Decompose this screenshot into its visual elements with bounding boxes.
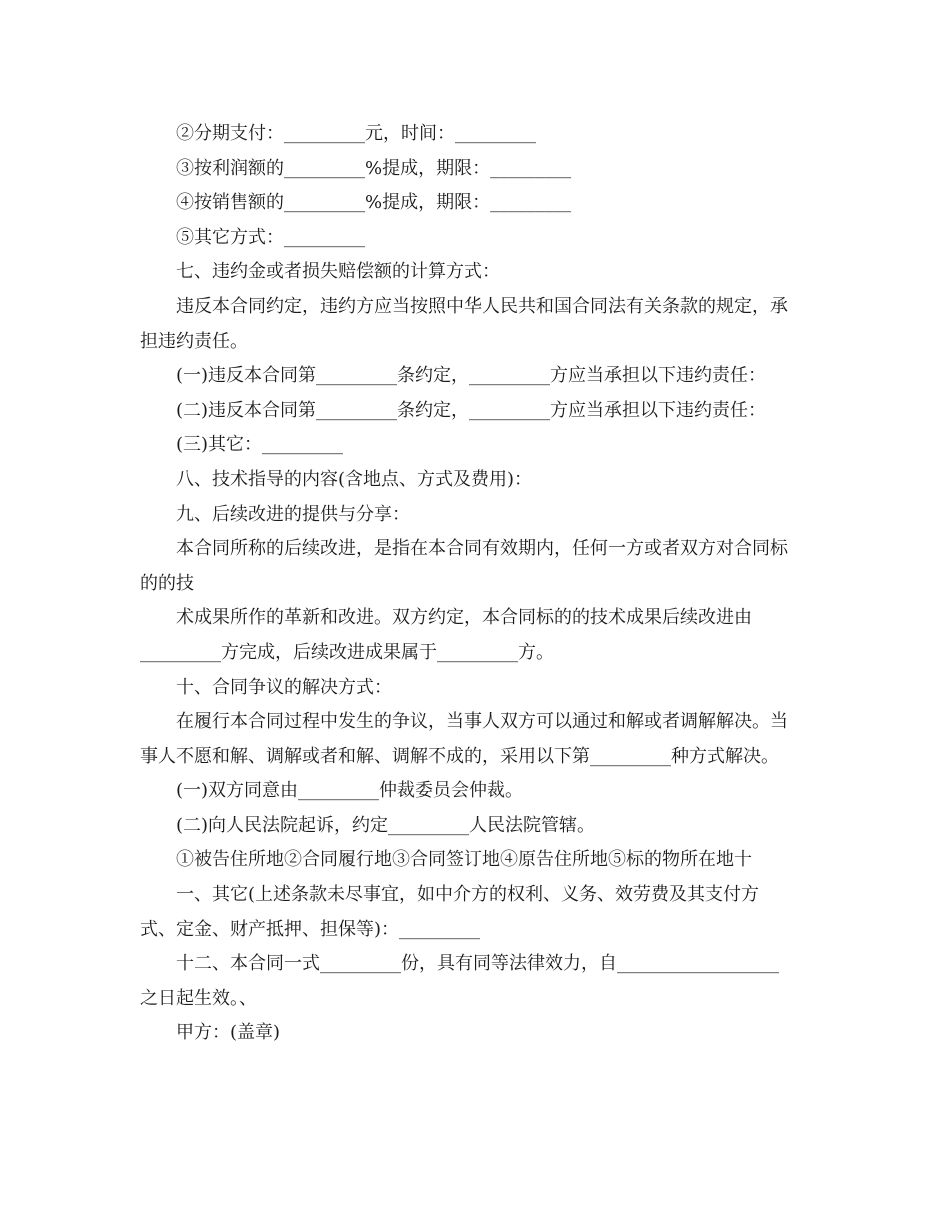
paragraph-line: 的的技 [140,572,194,594]
signature-line: 甲方：(盖章) [176,1022,281,1044]
paragraph-line: ②分期支付：_________元，时间：_________ [176,123,536,144]
paragraph-line: 在履行本合同过程中发生的争议，当事人双方可以通过和解或者调解解决。当 [176,711,788,733]
section-heading: 九、后续改进的提供与分享： [176,503,410,525]
paragraph-line: ⑤其它方式：_________ [176,226,365,248]
paragraph-line: 一、其它(上述条款未尽事宜，如中介方的权利、义务、效劳费及其支付方 [176,884,760,906]
section-heading: 十、合同争议的解决方式： [176,676,392,698]
paragraph-line: ③按利润额的_________%提成，期限：_________ [176,157,572,179]
paragraph-line: 担违约责任。 [140,330,248,352]
section-heading: 七、违约金或者损失赔偿额的计算方式： [176,261,500,283]
paragraph-line: ④按销售额的_________%提成，期限：_________ [176,192,572,214]
section-heading: 十二、本合同一式_________份，具有同等法律效力，自__________________ [176,953,779,975]
paragraph-line: (二)违反本合同第_________条约定，_________方应当承担以下违约责任： [176,399,767,421]
paragraph-line: 术成果所作的革新和改进。双方约定，本合同标的的技术成果后续改进由 [176,607,752,629]
paragraph-line: 本合同所称的后续改进，是指在本合同有效期内，任何一方或者双方对合同标 [176,538,788,560]
paragraph-line: (三)其它：_________ [176,434,344,456]
paragraph-line: _________方完成，后续改进成果属于_________方。 [140,641,554,663]
paragraph-line: (一)违反本合同第_________条约定，_________方应当承担以下违约责任： [176,365,767,387]
document-body [140,117,820,1051]
paragraph-line: (一)双方同意由_________仲裁委员会仲裁。 [176,780,524,802]
paragraph-line: 式、定金、财产抵押、担保等)：_________ [140,918,481,940]
paragraph-line: 违反本合同约定，违约方应当按照中华人民共和国合同法有关条款的规定，承 [176,295,788,317]
paragraph-line: 之日起生效。、 [140,987,257,1009]
paragraph-line: ①被告住所地②合同履行地③合同签订地④原告住所地⑤标的物所在地十 [176,849,752,871]
paragraph-line: (二)向人民法院起诉，约定_________人民法院管辖。 [176,814,596,836]
paragraph-line: 事人不愿和解、调解或者和解、调解不成的，采用以下第_________种方式解决。 [140,745,779,767]
section-heading: 八、技术指导的内容(含地点、方式及费用)： [176,468,533,490]
